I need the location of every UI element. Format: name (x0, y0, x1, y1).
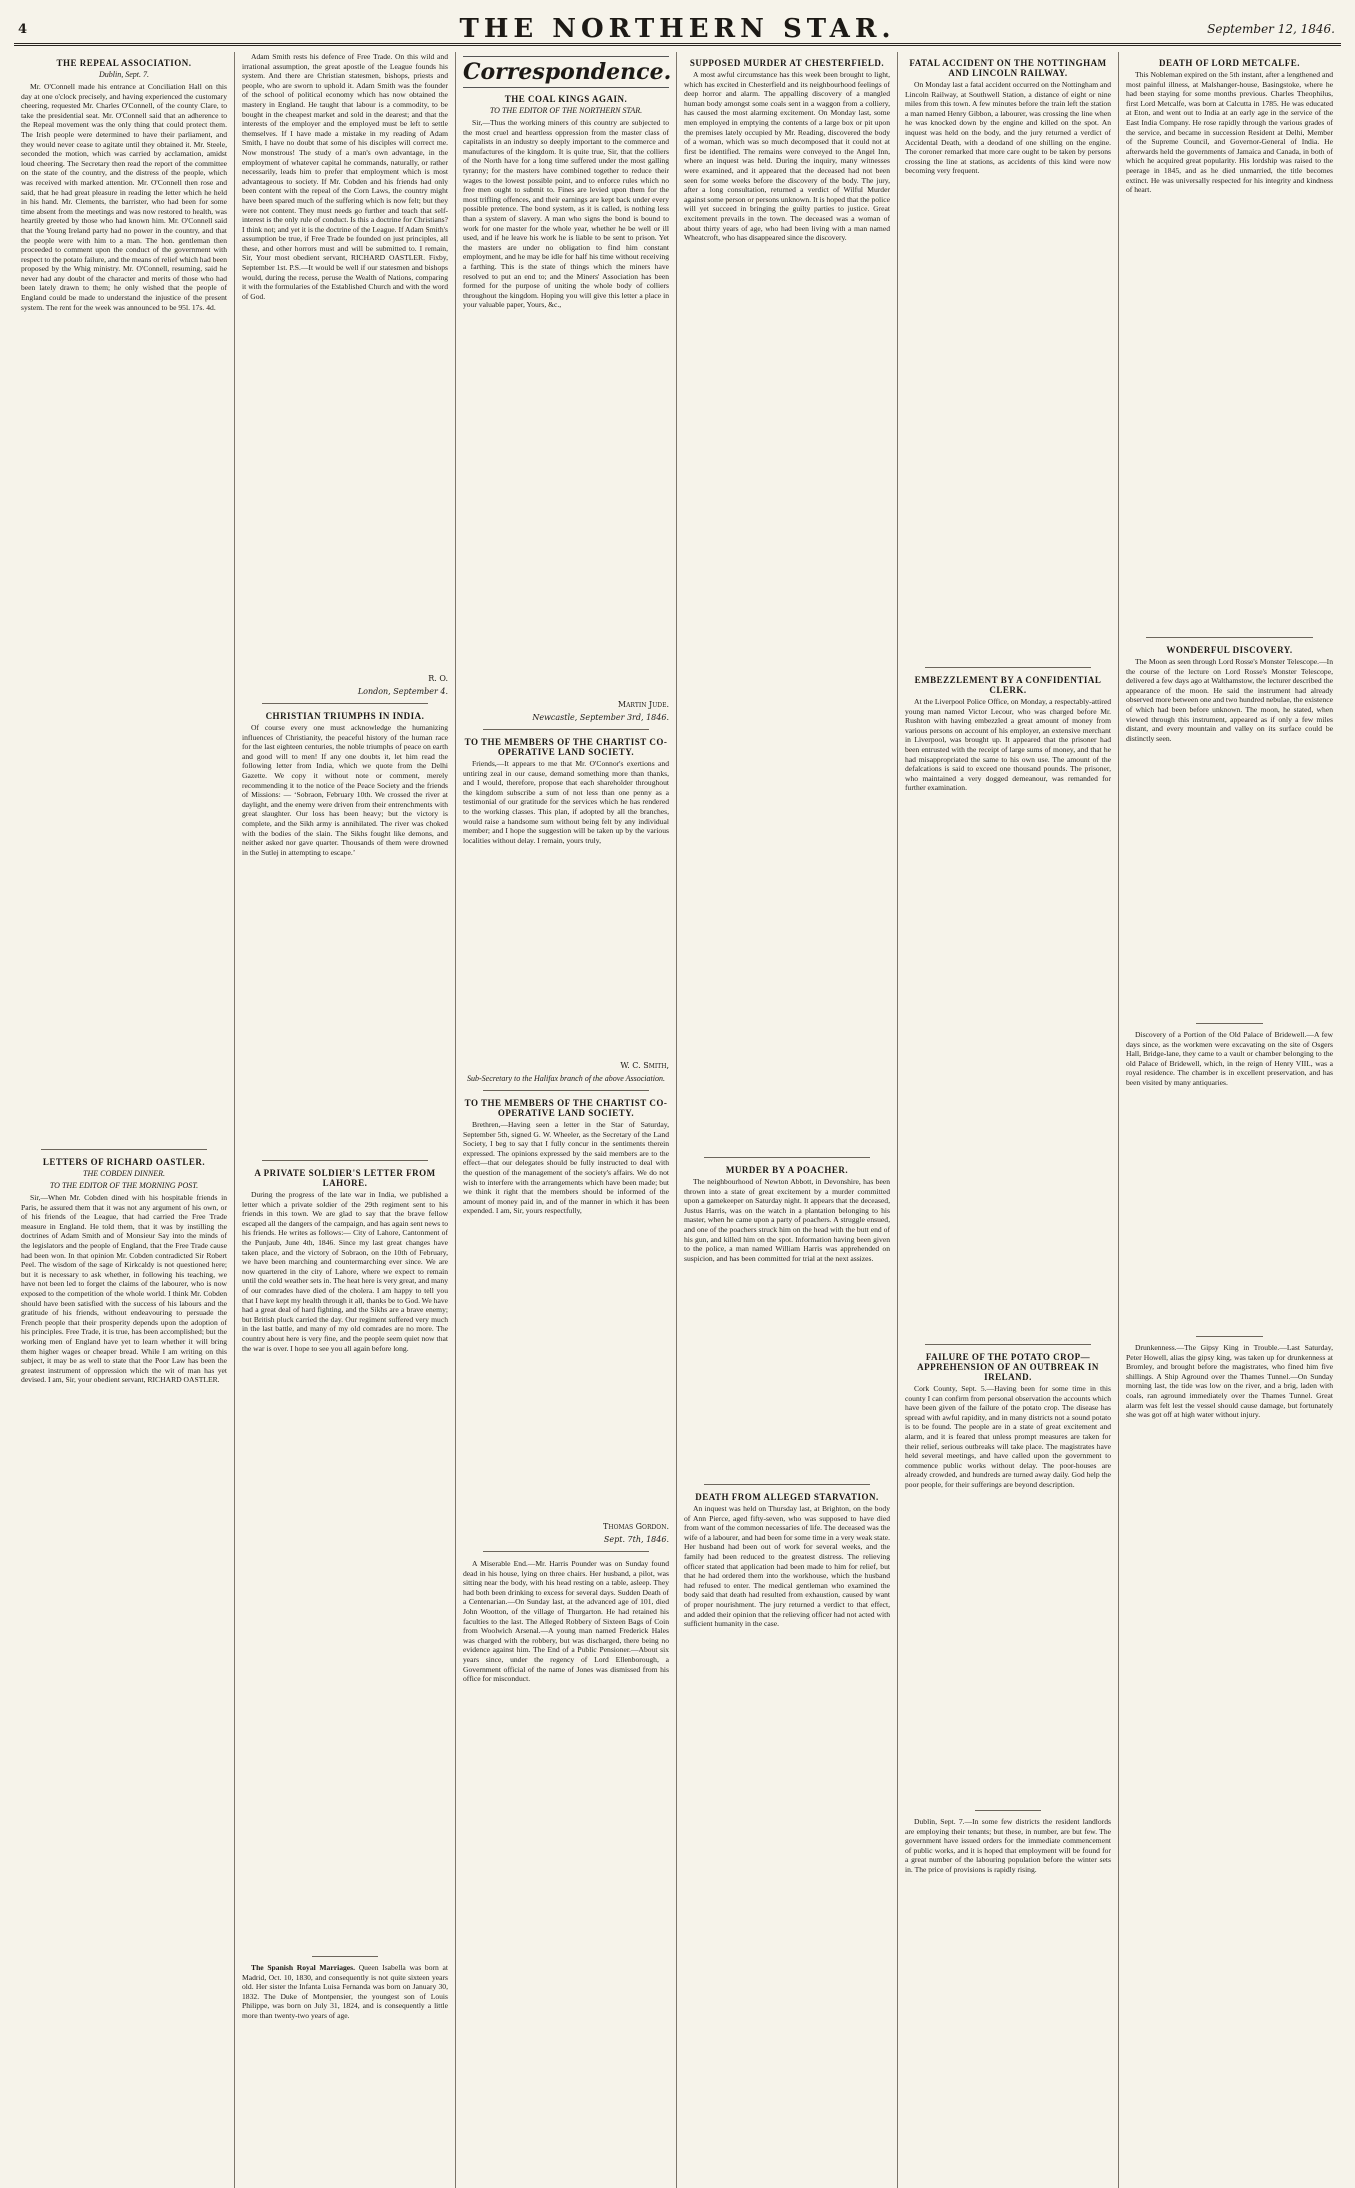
signature-title: Sub-Secretary to the Halifax branch of the above Association. (467, 1074, 665, 1083)
columns (14, 52, 1341, 2188)
headline-lord-metcalfe: DEATH OF LORD METCALFE. (1158, 58, 1300, 68)
divider (312, 1956, 378, 1957)
headline-potato-failure: FAILURE OF THE POTATO CROP—APPREHENSION OF AN OUTBREAK IN IRELAND. (917, 1352, 1099, 1382)
dateline: Sept. 7th, 1846. (603, 1535, 669, 1544)
headline-poacher-murder: MURDER BY A POACHER. (725, 1165, 849, 1175)
headline-christian-triumphs: CHRISTIAN TRIUMPHS IN INDIA. (265, 711, 425, 721)
divider (925, 667, 1091, 668)
column-3 (456, 52, 677, 2188)
column-1 (14, 52, 235, 2188)
headline-oastler-letters: LETTERS OF RICHARD OASTLER. (42, 1157, 206, 1167)
article-body: Adam Smith rests his defence of Free Trade. On this wild and irrational assumption, the great apostle of the League founds his system. And there are Christian statesmen, bishops, priests and people, who are sworn to uphold it. Adam Smith was the founder of the school of political economy which has now obtained the mastery in England. He taught that labour is a commodity, to be bought in the cheapest market and sold in the dearest; and that the interests of the employer and the employed must be left to settle themselves. If I have made a mistake in my reading of Adam Smith, I have no doubt that some of his disciples will correct me. Now monstrous! The study of a man's own advantage, in the employment of whatever capital he commands, naturally, or rather necessarily, leads him to prefer that employment which is most advantageous to society. If Mr. Cobden and his friends had only been content with the repeal of the Corn Laws, the country might have been spared much of the suffering which is now felt; but they were not content. They must needs go further and teach that self-interest is the only rule of conduct. Is this a doctrine for Christians? I think not; and yet it is the doctrine of the League. If Adam Smith's assumption be true, if Free Trade be founded on just principles, all these, and other horrors must and will be submitted to. I remain, Sir, Your most obedient servant, RICHARD OASTLER. Fixby, September 1st. P.S.—It would be well if our statesmen and bishops would, during the recess, peruse the Wealth of Nations, comparing it with the formularies of the Established Church and with the word of God. (242, 52, 448, 301)
divider (483, 729, 649, 730)
newspaper-title: THE NORTHERN STAR. (459, 14, 896, 44)
divider (704, 1484, 870, 1485)
headline-starvation: DEATH FROM ALLEGED STARVATION. (695, 1492, 879, 1502)
signature: Thomas Gordon. (603, 1522, 669, 1531)
dateline: London, September 4. (357, 687, 448, 696)
headline-embezzlement: EMBEZZLEMENT BY A CONFIDENTIAL CLERK. (914, 675, 1102, 695)
divider (262, 703, 428, 704)
signature: Martin Jude. (617, 700, 669, 709)
article-body: The neighbourhood of Newton Abbott, in Devonshire, has been thrown into a state of great excitement by a murder committed upon a gamekeeper on Saturday night. It appears that the deceased, Justus Harris, was on the watch in a plantation belonging to his master, when he came upon a party of poachers. A struggle ensued, and one of the poachers struck him on the head with the butt end of his gun, and killed him on the spot. Information having been given to the police, a man named William Harris was apprehended on suspicion, and has been committed for trial at the next assizes. (684, 1177, 890, 1263)
column-6 (1119, 52, 1340, 2188)
divider (975, 1810, 1041, 1811)
article-body: Sir,—Thus the working miners of this country are subjected to the most cruel and heartless oppression from the master class of capitalists in an industry so deeply important to the commerce and manufactures of the kingdom. It is quite true, Sir, that the colliers of the North have for a long time suffered under the most galling tyranny; for the masters have combined together to reduce their wages to the lowest possible point, and to enforce rules which no free men ought to submit to. Fines are levied upon them for the most trifling offences, and their earnings are kept back under every possible pretence. The bond system, as it is called, is nothing less than a system of slavery. A man who signs the bond is bound to work for one master for the whole year, whether he be well or ill used, and if he leave his work he is liable to be sent to prison. Yet the masters are under no obligation to find him constant employment, and he may be idle for half his time without receiving a farthing. This is the state of things which the miners have resolved to put an end to; and the Miners' Association has been formed for the purpose of uniting the whole body of colliers throughout the kingdom. Hoping you will give this letter a place in your valuable paper, Yours, &c., (463, 118, 669, 310)
issue-date: September 12, 1846. (1207, 22, 1335, 36)
signature: W. C. Smith, (620, 1061, 669, 1070)
subheadline: THE COBDEN DINNER. (83, 1169, 165, 1178)
article-body: Friends,—It appears to me that Mr. O'Connor's exertions and untiring zeal in our cause, demand something more than thanks, and I would, therefore, propose that each shareholder throughout the kingdom subscribe a sum of not less than one penny as a testimonial of our gratitude for the services which he has rendered to the working classes. This plan, if adopted by all the branches, would raise a handsome sum without being felt by any individual member; and I hope the suggestion will be taken up by the various localities without delay. I remain, yours truly, (463, 759, 669, 845)
article-body: During the progress of the late war in India, we published a letter which a private soldier of the 29th regiment sent to his friends in this town. We are glad to say that the brave fellow escaped all the dangers of the campaign, and has again sent news to his friends. He writes as follows:— City of Lahore, Cantonment of the Punjaub, June 4th, 1846. Since my last great changes have taken place, and the victory of Sobraon, on the 10th of February, we have been marching and countermarching ever since. We are now quartered in the city of Lahore, where we expect to remain until the cold weather sets in. The heat here is very great, and many of our comrades have died of the cholera. I am happy to tell you that I have kept my health through it all, thanks be to God. We have had a great deal of hard fighting, and the Sikhs are a brave enemy; but British pluck carried the day. Our regiment suffered very much in the last battle, and many of my old comrades are no more. The country about here is very fine, and the people seem quiet now that the war is over. I hope to see you all again before long. (242, 1190, 448, 1353)
column-5 (898, 52, 1119, 2188)
article-body: Cork County, Sept. 5.—Having been for some time in this county I can confirm from personal observation the accounts which have been given of the failure of the potato crop. The disease has spread with awful rapidity, and in many districts not a sound potato is to be found. The people are in a state of great excitement and alarm, and it is feared that unless prompt measures are taken for their relief, serious outbreaks will take place. The magistrates have held several meetings, and have called upon the government to commence public works without delay. The poor-houses are already crowded, and hundreds are turned away daily. God help the poor people, for their sufferings are beyond description. (905, 1384, 1111, 1489)
column-2 (235, 52, 456, 2188)
headline-railway-accident: FATAL ACCIDENT ON THE NOTTINGHAM AND LINCOLN RAILWAY. (909, 58, 1107, 78)
article-body: Brethren,—Having seen a letter in the Star of Saturday, September 5th, signed G. W. Wheeler, as the Secretary of the Land Society, I beg to say that I fully concur in the sentiments therein expressed. The opinions expressed by the said members are to the effect—that our delegates should be fully instructed to deal with the question of the management of the society's affairs. We do not wish to interfere with the arrangements which have been made; but we think it right that the members should be informed of the amount of money paid in, and of the manner in which it has been expended. I am, Sir, yours respectfully, (463, 1120, 669, 1216)
article-body: Discovery of a Portion of the Old Palace of Bridewell.—A few days since, as the workmen were excavating on the site of Osgers Hall, Bridge-lane, they came to a vault or chamber belonging to the old Palace of Bridewell, which, in the reign of Henry VIII., was a royal residence. The chamber is in excellent preservation, and has been visited by many antiquaries. (1126, 1030, 1333, 1087)
headline-repeal-association: THE REPEAL ASSOCIATION. (56, 58, 192, 68)
dateline: Newcastle, September 3rd, 1846. (532, 713, 669, 722)
article-body: A Miserable End.—Mr. Harris Pounder was on Sunday found dead in his house, lying on three chairs. Her husband, a pilot, was sitting near the body, with his head resting on a table, asleep. They had both been drinking to excess for several days. Sudden Death of a Centenarian.—On Sunday last, at the advanced age of 101, died John Wootton, of the village of Thurgarton. He had retained his faculties to the last. The Alleged Robbery of Sixteen Bags of Coin from Woolwich Arsenal.—A young man named Frederick Hales was charged with the robbery, but was discharged, there being no evidence against him. The End of a Public Pensioner.—About six years since, under the regency of Lord Ellenborough, a Government official of the name of Jones was dismissed from his office for misconduct. (463, 1559, 669, 1684)
article-body: Dublin, Sept. 7.—In some few districts the resident landlords are employing their tenants; but these, in number, are but few. The government have issued orders for the immediate commencement of public works, and it is hoped that employment will be found for a great number of the labouring population before the winter sets in. The price of provisions is rapidly rising. (905, 1817, 1111, 1874)
divider (41, 1149, 207, 1150)
article-body: The Moon as seen through Lord Rosse's Monster Telescope.—In the course of the lecture on Lord Rosse's Monster Telescope, delivered a few days ago at Walthamstow, the lecturer described the appearance of the moon. He said the instrument had already observed more between one and two hundred nebulae, the existence of which had been before unknown. The moon, he stated, when viewed through this instrument, appeared as if only a few miles distant, and every mountain and valley on its surface could be distinctly seen. (1126, 657, 1333, 743)
divider (925, 1344, 1091, 1345)
page-number: 4 (18, 22, 28, 37)
article-body: At the Liverpool Police Office, on Monday, a respectably-attired young man named Victor Lecour, who was charged before Mr. Rushton with having embezzled a great amount of money from various persons on account of his employer, an extensive merchant in Liverpool, was brought up. It appeared that the prisoner had been entrusted with the receipt of large sums of money, and that he had misappropriated the same to his own use. The amount of the defalcations is said to exceed one thousand pounds. The prisoner, who maintained a very dogged demeanour, was remanded for further examination. (905, 697, 1111, 793)
subheadline: TO THE EDITOR OF THE NORTHERN STAR. (489, 106, 643, 115)
article-body: A most awful circumstance has this week been brought to light, which has excited in Chesterfield and its neighbourhood feelings of deep horror and alarm. The appalling discovery of a mangled human body amongst some coals sent in a waggon from a colliery, has caused the most alarming excitement. On Monday last, some men employed in emptying the contents of a large box or pit upon the premises lately occupied by Mr. Reading, discovered the body of a woman, which was so much decomposed that it could not at first be identified. The remains were conveyed to the Angel Inn, where an inquest was held. During the inquiry, many witnesses were examined, and it appeared that the deceased had not been seen for some weeks before the discovery of the body. The jury, after a long consultation, returned a verdict of Wilful Murder against some person or persons unknown. It is hoped that the police will yet succeed in bringing the guilty parties to justice. Great excitement prevails in the town. The deceased was a woman of about thirty years of age, who had been living with a man named Wheatcroft, who has disappeared since the discovery. (684, 70, 890, 243)
headline-chesterfield-murder: SUPPOSED MURDER AT CHESTERFIELD. (689, 58, 885, 68)
article-body: Sir,—When Mr. Cobden dined with his hospitable friends in Paris, he assured them that it was not any argument of his own, or of his friends of the League, that had carried the Free Trade measure in England. He told them, that it was by instilling the doctrines of Adam Smith and of Monsieur Say into the minds of the legislators and the people of England, that the Free Trade cause had been won. In that opinion Mr. Cobden contradicted Sir Robert Peel. The wisdom of the sage of Kirkcaldy is not questioned here; but it is necessary to ask whether, in following his teaching, we have not been led to forget the claims of the labourer, who is now exposed to the competition of the whole world. I think Mr. Cobden should have been satisfied with the success of his labours and the gratitude of his friends, without endeavouring to persuade the French people that their prosperity depends upon the adoption of his principles. Free Trade, it is true, has been accomplished; but the working men of England have yet to learn whether it will bring them higher wages or cheaper bread. While I am writing on this subject, it may be as well to state that the Poor Law has been the greatest instrument of oppression which the wit of man has yet devised. I am, Sir, your obedient servant, RICHARD OASTLER. (21, 1193, 227, 1385)
headline-coal-kings: THE COAL KINGS AGAIN. (504, 94, 628, 104)
article-body: On Monday last a fatal accident occurred on the Nottingham and Lincoln Railway, at Southwell Station, a distance of eight or nine miles from this town. A few minutes before the train left the station a man named Henry Gibbon, a labourer, was crossing the line when he was knocked down by the engine and killed on the spot. An inquest was held on the body, and the jury returned a verdict of Accidental Death, with a deodand of one shilling on the engine. The coroner remarked that more care ought to be taken by persons crossing the line at stations, as accidents of this kind were now becoming very frequent. (905, 80, 1111, 176)
article-body: An inquest was held on Thursday last, at Brighton, on the body of Ann Pierce, aged fifty-seven, who was supposed to have died from want of the common necessaries of life. The deceased was the wife of a labourer, and had been for some time in a very weak state. Her husband had been out of work for several weeks, and the family had been reduced to the greatest distress. The relieving officer stated that application had been made to him for relief, but that he had ordered them into the workhouse, which the husband had refused to enter. The medical gentleman who examined the body said that death had resulted from exhaustion, caused by want of proper nourishment. The jury returned a verdict to that effect, and added their opinion that the relieving officer had not acted with sufficient humanity in the case. (684, 1504, 890, 1629)
article-body: Mr. O'Connell made his entrance at Conciliation Hall on this day at one o'clock precisely, and having experienced the customary cheering, requested Mr. Charles O'Connell, of the county Clare, to take the presidential seat. Mr. O'Connell said that an adherence to the Repeal movement was the only thing that could protect them. The Irish people were determined to have their parliament, and they would never cease to agitate until they obtained it. Mr. Steele, seconded the motion, which was carried by acclamation, amidst loud cheering. The Secretary then read the report of the committee on the state of the country, and the distress of the people, which was received with marked attention. Mr. O'Connell then rose and said, that he had great pleasure in reading the letter which he held in his hand. Mr. Clements, the barrister, who had been for some time absent from the meetings and was now restored to health, was heartily greeted by those who had known him. Mr. O'Connell said that the Young Ireland party had no power in the country, and that the people were with him to a man. The hon. gentleman then proceeded to comment upon the conduct of the government with respect to the potato failure, and the means of relief which had been proposed by the Whig ministry. Mr. O'Connell, resuming, said he never had any doubt of the character and merits of those who had been lately drawn to them; he only wished that the people of England could be made to understand the injustice of the present system. The rent for the week was announced to be 95l. 17s. 4d. (21, 82, 227, 312)
headline-soldier-letter: A PRIVATE SOLDIER'S LETTER FROM LAHORE. (254, 1168, 436, 1188)
divider (704, 1157, 870, 1158)
divider (262, 1160, 428, 1161)
divider (1196, 1023, 1263, 1024)
divider (1196, 1336, 1263, 1337)
article-body: This Nobleman expired on the 5th instant, after a lengthened and most painful illness, at Malshanger-house, Basingstoke, where he had been staying for some months previous. Charles Theophilus, first Lord Metcalfe, was born at Calcutta in 1785. He was educated at Eton, and went out to India at an early age in the service of the East India Company. He rose rapidly through the various grades of the service, and became in succession Resident at Delhi, Member of the Supreme Council, and Governor-General of India. He afterwards held the governments of Jamaica and Canada, in both of which he acquired great popularity. His lordship was raised to the peerage in 1845, and as he died unmarried, the title becomes extinct. He was universally respected for his integrity and kindness of heart. (1126, 70, 1333, 195)
divider (483, 1090, 649, 1091)
headline-land-society-2: TO THE MEMBERS OF THE CHARTIST CO-OPERATIVE LAND SOCIETY. (464, 1098, 668, 1118)
article-body: Of course every one must acknowledge the humanizing influences of Christianity, the peaceful history of the human race for the last eighteen centuries, the noble triumphs of peace on earth and good will to men! If any one doubts it, let him read the following letter from India, which we quote from the Delhi Gazette. We copy it without note or comment, merely recommending it to the notice of the Peace Society and the friends of Missions: — ‘Sobraon, February 10th. We crossed the river at daylight, and the enemy were driven from their entrenchments with great slaughter. Our loss has been heavy; but the victory is complete, and the Sikh army is annihilated. The river was choked with the bodies of the slain. The Sikhs fought like demons, and neither asked nor gave quarter. Thousands of them were drowned in the Sutlej in attempting to escape.’ (242, 723, 448, 857)
headline-discovery: WONDERFUL DISCOVERY. (1166, 645, 1293, 655)
signature: R. O. (428, 674, 448, 683)
masthead (14, 10, 1341, 46)
divider (483, 1551, 649, 1552)
article-body: Drunkenness.—The Gipsy King in Trouble.—Last Saturday, Peter Howell, alias the gipsy king, was taken up for drunkenness at Bromley, and brought before the magistrates, who fined him five shillings. A Ship Aground over the Thames Tunnel.—On Sunday morning last, the tide was low on the river, and a brig, laden with coals, ran aground immediately over the Thames Tunnel. Great alarm was felt lest the vessel should cause damage, but fortunately she was got off at high water without injury. (1126, 1343, 1333, 1420)
column-4 (677, 52, 898, 2188)
divider (1146, 637, 1313, 638)
dateline: Dublin, Sept. 7. (99, 70, 149, 79)
subheadline: TO THE EDITOR OF THE MORNING POST. (49, 1181, 199, 1190)
section-heading-correspondence: Correspondence. (463, 56, 669, 88)
article-body: The Spanish Royal Marriages. Queen Isabella was born at Madrid, Oct. 10, 1830, and consequently is not quite sixteen years old. Her sister the Infanta Luisa Fernanda was born on January 30, 1832. The Duke of Montpensier, the youngest son of Louis Philippe, was born on July 31, 1824, and is consequently a little more than twenty-two years of age. (242, 1963, 448, 2020)
headline-land-society-1: TO THE MEMBERS OF THE CHARTIST CO-OPERATIVE LAND SOCIETY. (464, 737, 668, 757)
